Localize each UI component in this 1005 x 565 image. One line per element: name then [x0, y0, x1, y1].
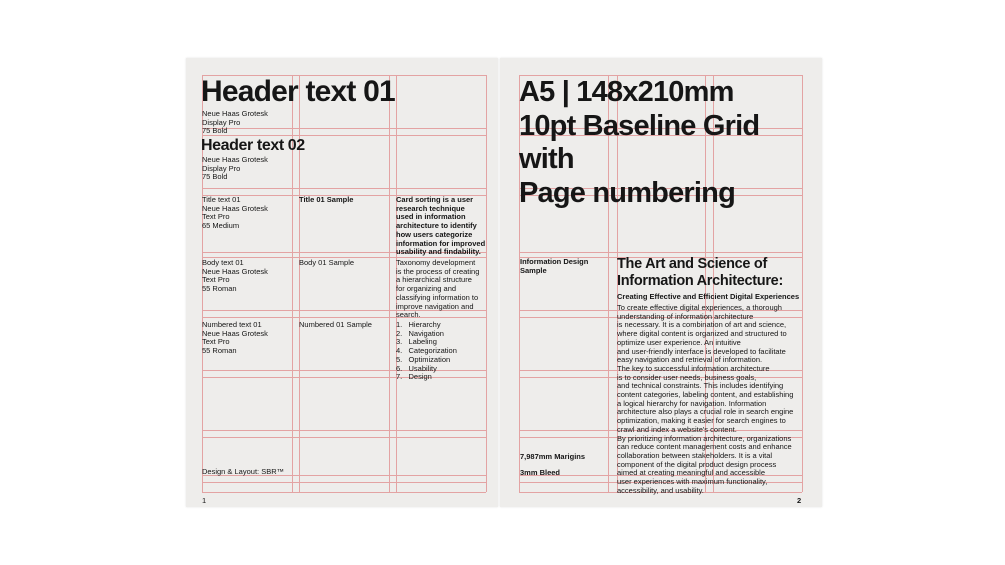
- grid-line: [202, 492, 486, 493]
- spread-headline: A5 | 148x210mm 10pt Baseline Grid with Page numbering: [519, 76, 760, 209]
- article-title: The Art and Science of Information Architecture:: [617, 256, 783, 289]
- section-label: Information Design Sample: [520, 257, 589, 275]
- grid-line: [202, 482, 486, 483]
- grid-line: [202, 437, 486, 438]
- grid-line: [202, 188, 486, 189]
- numbered-text-label: Numbered text 01 Neue Haas Grotesk Text Pro 55 Roman: [202, 320, 268, 356]
- article-subtitle: Creating Effective and Efficient Digital Experiences: [617, 292, 800, 301]
- page-number-2: 2: [797, 496, 802, 505]
- grid-line: [202, 430, 486, 431]
- grid-line: [802, 75, 803, 492]
- title-sample: Title 01 Sample: [299, 195, 354, 204]
- grid-line: [486, 75, 487, 492]
- body-sample: Body 01 Sample: [299, 258, 355, 267]
- title-text-label: Title text 01 Neue Haas Grotesk Text Pro 65 Medium: [202, 195, 268, 231]
- body-example: Taxonomy development is the process of creating a hierarchical structure for organizing and classifying information to improve navigation and search.: [396, 258, 480, 320]
- article-body: To create effective digital experiences, a thorough understanding of information architecture is necessary. It is a combination of art and science, where digital content is organized and structured to optimize user experience. An intuitive and user-friendly interface is developed to facilitate easy navigation and retrieval of information. The key to successful information architecture is to consider user needs, business goals, and technical constraints. This includes identifying content categories, labeling content, and establishing a logical hierarchy for navigation. Information architecture also plays a crucial role in search engine optimization, making it easier for search engines to crawl and index a website's content. By prioritizing information architecture, organizations can reduce content management costs and enhance collaboration between stakeholders. It is a vital component of the digital product design process aimed at creating meaningful and accessible user experiences with maximum functionality, accessibility, and usability.: [617, 303, 794, 495]
- grid-line: [519, 252, 802, 253]
- numbered-list: 1. Hierarchy 2. Navigation 3. Labeling 4. Categorization 5. Optimization 6. Usability 7. Design: [396, 320, 457, 382]
- header-text-01: Header text 01: [201, 75, 395, 108]
- header-02-spec: Neue Haas Grotesk Display Pro 75 Bold: [202, 155, 268, 182]
- design-credit: Design & Layout: SBR™: [202, 467, 285, 476]
- header-text-02: Header text 02: [201, 137, 305, 154]
- grid-line: [389, 75, 390, 492]
- page-number-1: 1: [202, 496, 207, 505]
- title-example: Card sorting is a user research technique used in information architecture to identify how users categorize information for improved usability and findability.: [396, 195, 486, 257]
- numbered-sample: Numbered 01 Sample: [299, 320, 372, 329]
- header-01-spec: Neue Haas Grotesk Display Pro 75 Bold: [202, 109, 268, 136]
- bleed-note: 3mm Bleed: [520, 468, 561, 477]
- margins-note: 7,987mm Marigins: [520, 452, 586, 461]
- body-text-label: Body text 01 Neue Haas Grotesk Text Pro 55 Roman: [202, 258, 268, 294]
